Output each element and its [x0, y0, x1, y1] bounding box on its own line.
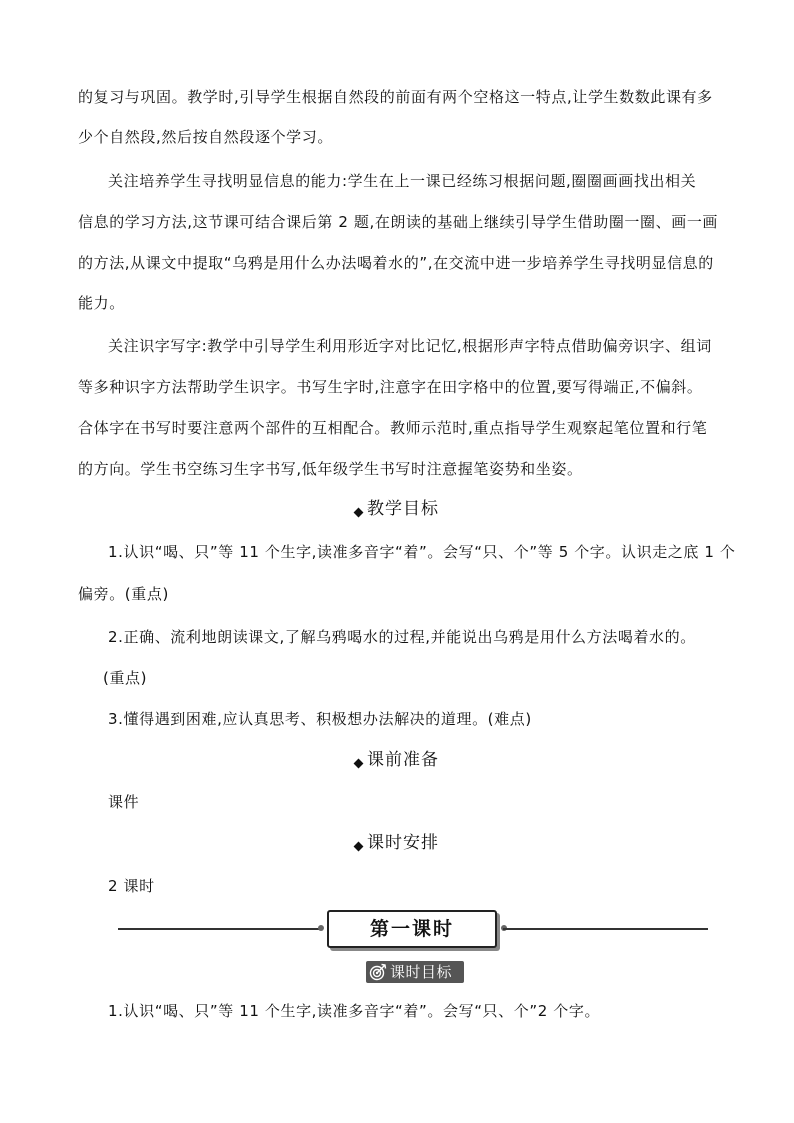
goal-1-line-1: 1.认识“喝、只”等 11 个生字,读准多音字“着”。会写“只、个”等 5 个字。认识走之底 1 个	[108, 543, 736, 561]
lesson-target-badge	[366, 961, 464, 983]
diamond-bullet-icon	[354, 508, 364, 518]
goal-2-line-1: 2.正确、流利地朗读课文,了解乌鸦喝水的过程,并能说出乌鸦是用什么方法喝着水的。	[108, 628, 696, 646]
divider-dot-left	[318, 925, 324, 931]
teaching-goals-title: 教学目标	[367, 499, 439, 519]
arrangement-heading	[0, 832, 794, 854]
goal-1-line-2: 偏旁。(重点)	[78, 585, 169, 603]
divider-rule-left	[118, 928, 323, 930]
paragraph-1-line-2: 少个自然段,然后按自然段逐个学习。	[78, 128, 333, 146]
preparation-title: 课前准备	[367, 750, 439, 770]
lesson-target-item-1: 1.认识“喝、只”等 11 个生字,读准多音字“着”。会写“只、个”2 个字。	[108, 1002, 601, 1020]
preparation-heading	[0, 749, 794, 771]
paragraph-2-line-3: 的方法,从课文中提取“乌鸦是用什么办法喝着水的”,在交流中进一步培养学生寻找明显信息的	[78, 254, 714, 272]
goal-2-line-2: (重点)	[103, 669, 148, 687]
teaching-goals-heading	[0, 498, 794, 520]
arrangement-body: 2 课时	[108, 877, 155, 895]
lesson-divider	[118, 910, 708, 948]
paragraph-1-line-1: 的复习与巩固。教学时,引导学生根据自然段的前面有两个空格这一特点,让学生数数此课有多	[78, 88, 713, 106]
target-icon	[369, 963, 387, 981]
lesson-title-box: 第一课时	[327, 910, 497, 948]
diamond-bullet-icon	[354, 842, 364, 852]
paragraph-3-line-1: 关注识字写字:教学中引导学生利用形近字对比记忆,根据形声字特点借助偏旁识字、组词	[108, 337, 712, 355]
paragraph-2-line-2: 信息的学习方法,这节课可结合课后第 2 题,在朗读的基础上继续引导学生借助圈一圈、画一画	[78, 213, 719, 231]
preparation-body: 课件	[108, 793, 140, 811]
divider-rule-right	[503, 928, 708, 930]
diamond-bullet-icon	[354, 759, 364, 769]
paragraph-3-line-3: 合体字在书写时要注意两个部件的互相配合。教师示范时,重点指导学生观察起笔位置和行笔	[78, 419, 708, 437]
paragraph-2-line-4: 能力。	[78, 294, 125, 312]
arrangement-title: 课时安排	[367, 833, 439, 853]
goal-3: 3.懂得遇到困难,应认真思考、积极想办法解决的道理。(难点)	[108, 710, 532, 728]
paragraph-2-line-1: 关注培养学生寻找明显信息的能力:学生在上一课已经练习根据问题,圈圈画画找出相关	[108, 172, 697, 190]
paragraph-3-line-2: 等多种识字方法帮助学生识字。书写生字时,注意字在田字格中的位置,要写得端正,不偏斜。	[78, 378, 703, 396]
paragraph-3-line-4: 的方向。学生书空练习生字书写,低年级学生书写时注意握笔姿势和坐姿。	[78, 460, 583, 478]
lesson-target-label: 课时目标	[390, 963, 453, 981]
